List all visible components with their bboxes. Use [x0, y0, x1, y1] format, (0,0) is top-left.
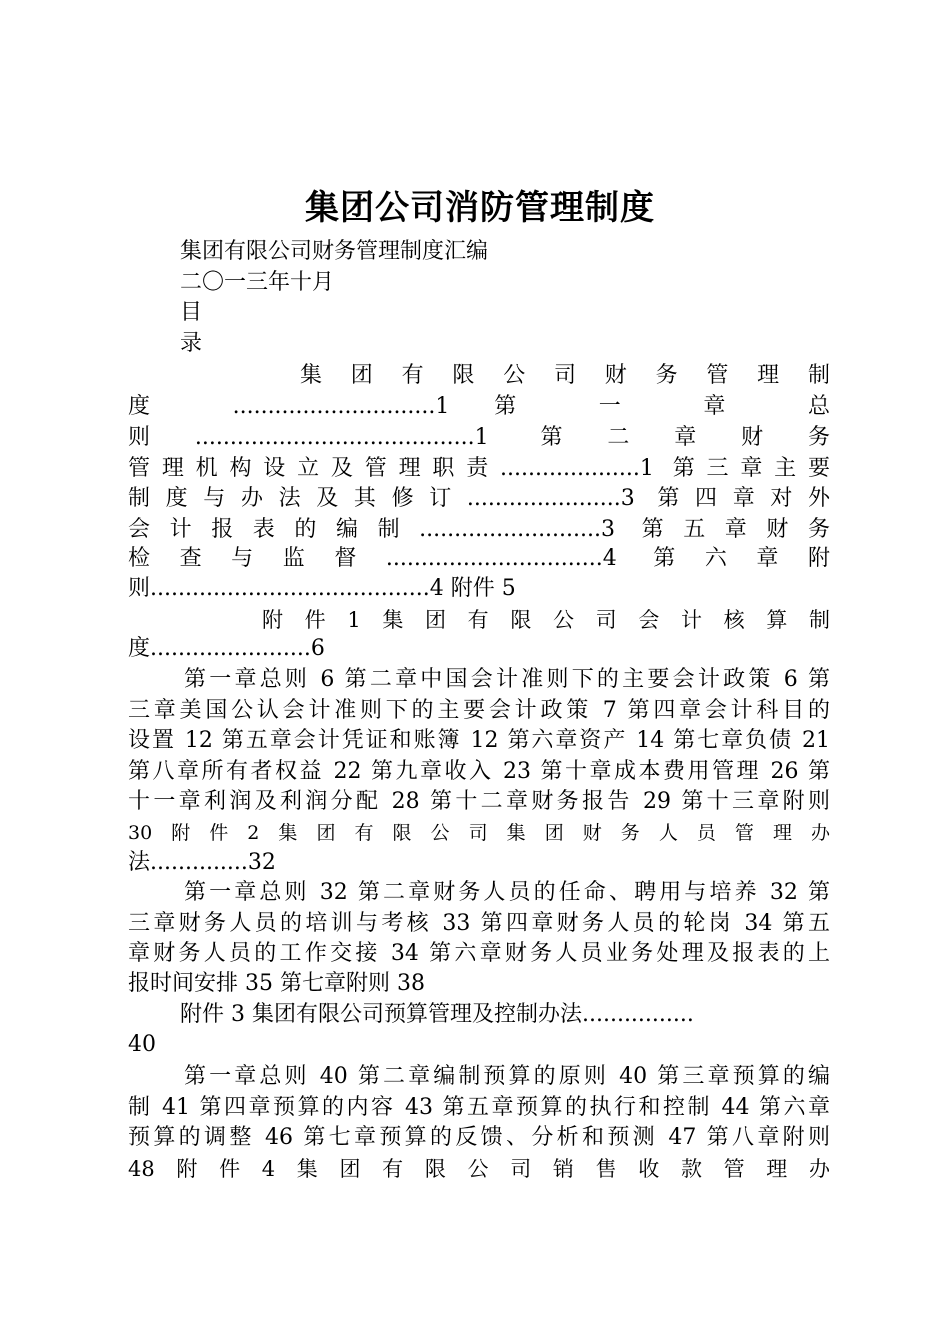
- toc-line: 第一章总则 6 第二章中国会计准则下的主要会计政策 6 第: [184, 667, 830, 692]
- toc-line: 设置 12 第五章会计凭证和账簿 12 第六章资产 14 第七章负债 21: [128, 728, 830, 753]
- toc-line: 40: [128, 1032, 156, 1057]
- toc-line: 则........................................4 附件 5: [128, 576, 516, 601]
- toc-line: 附件 3 集团有限公司预算管理及控制办法................: [180, 1002, 694, 1027]
- subtitle: 集团有限公司财务管理制度汇编: [180, 239, 489, 264]
- toc-line: 法..............32: [128, 850, 276, 875]
- toc-heading-char-2: 录: [180, 331, 203, 356]
- toc-line: 制 41 第四章预算的内容 43 第五章预算的执行和控制 44 第六章: [128, 1095, 830, 1120]
- toc-line: 度 .............................1 第 一 章 总: [128, 394, 830, 419]
- toc-line: 管理机构设立及管理职责....................1 第三章主要: [128, 456, 830, 481]
- date-line: 二〇一三年十月: [180, 270, 335, 295]
- toc-line: 则........................................1 第二章财务: [128, 425, 830, 450]
- toc-line: 第一章总则 32 第二章财务人员的任命、聘用与培养 32 第: [184, 880, 830, 905]
- toc-line: 三章美国公认会计准则下的主要会计政策 7 第四章会计科目的: [128, 698, 830, 723]
- toc-heading-char-1: 目: [180, 300, 203, 325]
- toc-line: 三章财务人员的培训与考核 33 第四章财务人员的轮岗 34 第五: [128, 911, 830, 936]
- toc-line: 检查与监督...............................4 第六章附: [128, 546, 830, 571]
- toc-line: 十一章利润及利润分配 28 第十二章财务报告 29 第十三章附则: [128, 789, 830, 814]
- toc-line: 报时间安排 35 第七章附则 38: [128, 971, 425, 996]
- toc-line: 第一章总则 40 第二章编制预算的原则 40 第三章预算的编: [184, 1064, 830, 1089]
- toc-line: 制度与办法及其修订......................3 第四章对外: [128, 486, 830, 511]
- document-title: 集团公司消防管理制度: [305, 188, 655, 228]
- toc-line: 章财务人员的工作交接 34 第六章财务人员业务处理及报表的上: [128, 941, 830, 966]
- toc-line: 30 附 件 2 集 团 有 限 公 司 集 团 财 务 人 员 管 理 办: [128, 822, 830, 844]
- toc-line: 附 件 1 集 团 有 限 公 司 会 计 核 算 制: [262, 608, 830, 632]
- toc-line: 预算的调整 46 第七章预算的反馈、分析和预测 47 第八章附则: [128, 1125, 830, 1150]
- toc-line: 度.......................6: [128, 636, 325, 661]
- toc-line: 第八章所有者权益 22 第九章收入 23 第十章成本费用管理 26 第: [128, 759, 830, 784]
- toc-line: 集 团 有 限 公 司 财 务 管 理 制: [300, 363, 830, 388]
- toc-line: 48 附 件 4 集 团 有 限 公 司 销 售 收 款 管 理 办: [128, 1157, 830, 1181]
- toc-line: 会计报表的编制..........................3 第五章财务: [128, 517, 830, 542]
